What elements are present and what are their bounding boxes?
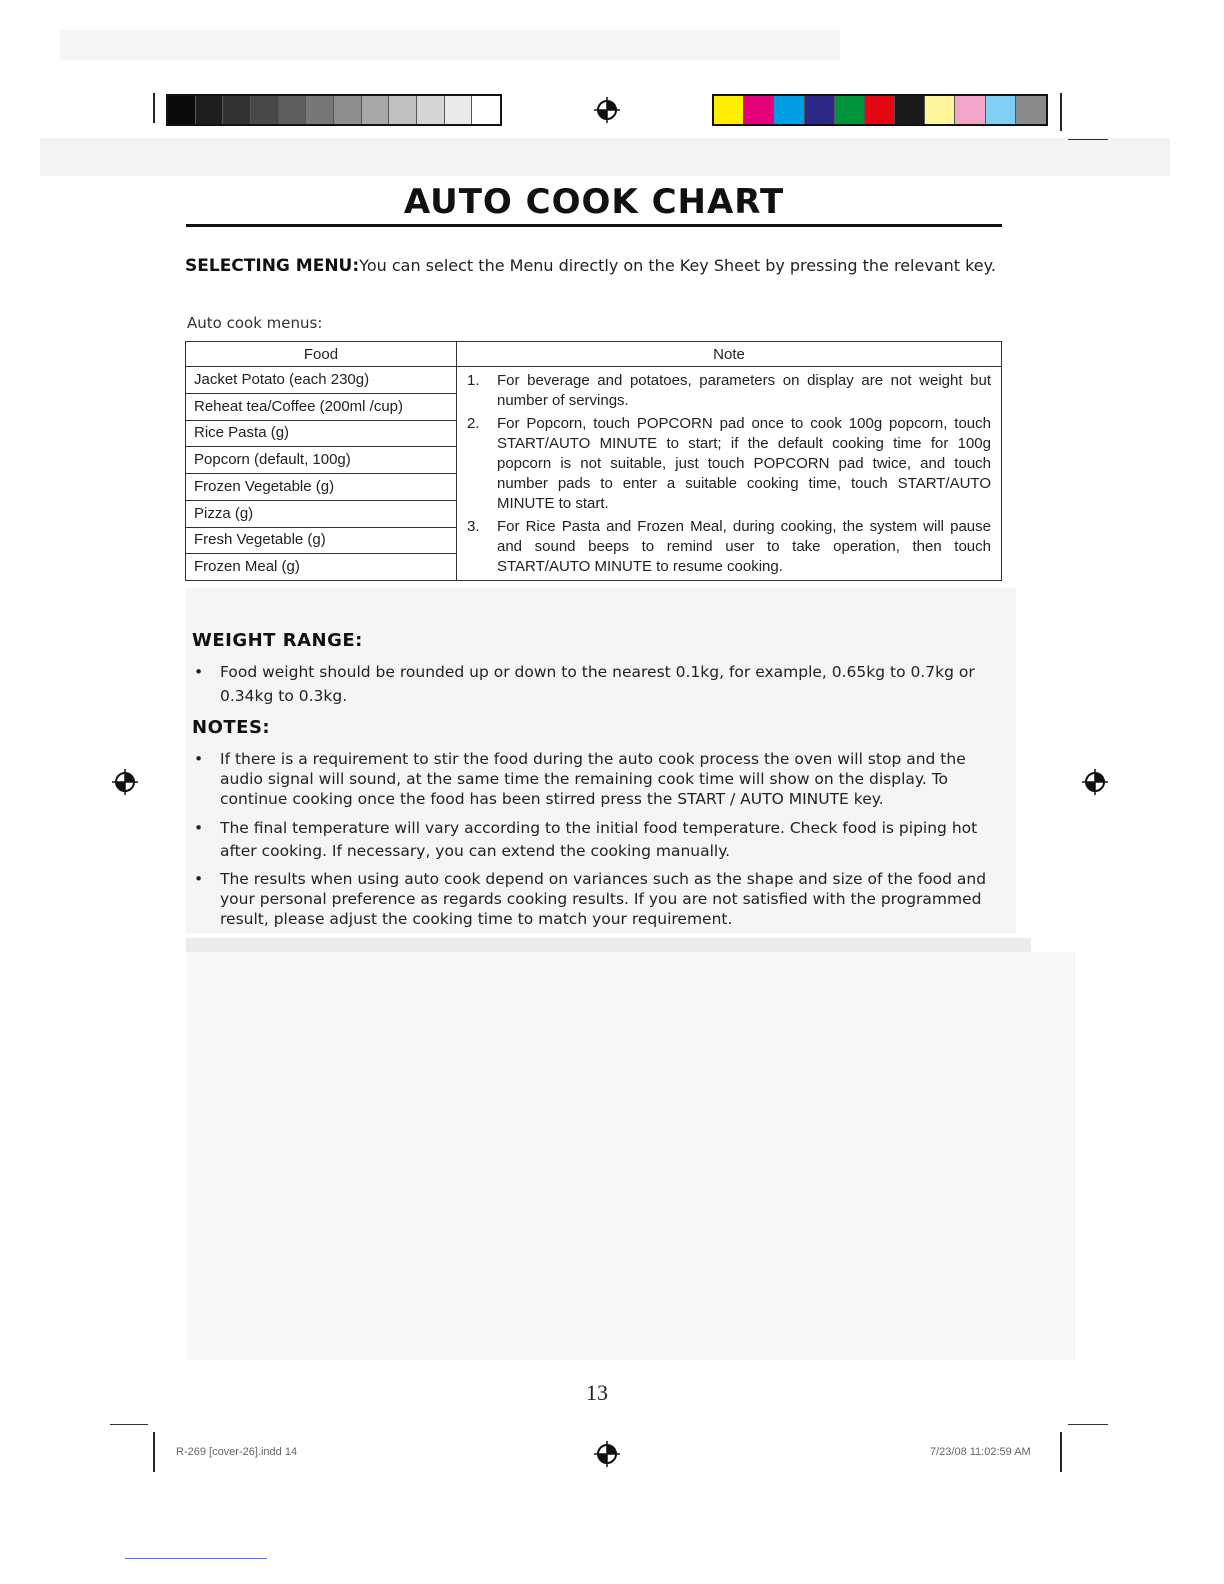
color-swatch <box>472 96 500 124</box>
page-title: AUTO COOK CHART <box>403 182 785 222</box>
color-swatch <box>805 96 835 124</box>
table-row <box>186 367 1002 394</box>
food-cell: Frozen Meal (g) <box>186 554 457 581</box>
color-swatch <box>744 96 774 124</box>
timestamp-slug: 7/23/08 11:02:59 AM <box>930 1446 1031 1458</box>
note-cell <box>457 367 1002 581</box>
registration-mark-icon <box>112 769 138 795</box>
food-column-header: Food <box>186 342 457 367</box>
list-item: • If there is a requirement to stir the food during the auto cook process the oven will stop and the audio signal will sound, at the same time the remaining cook time will show on the display. To continue cooking once the food has been stirred press the START / AUTO MINUTE key. <box>194 750 966 808</box>
crop-mark <box>153 93 155 123</box>
title-divider <box>186 224 1002 227</box>
weight-range-list <box>192 660 1002 708</box>
selecting-menu-paragraph <box>185 252 1005 280</box>
note-item: 2. For Popcorn, touch POPCORN pad once to cook 100g popcorn, touch START/AUTO MINUTE to start; if the default cooking time for 100g popcorn is not suitable, just touch POPCORN pad twice, and touch number pads to enter a suitable cooking time, touch START/AUTO MINUTE to start. <box>467 415 991 512</box>
color-swatch <box>986 96 1016 124</box>
crop-mark <box>1068 139 1108 140</box>
crop-mark <box>110 1424 148 1425</box>
color-swatch <box>895 96 925 124</box>
food-cell: Fresh Vegetable (g) <box>186 527 457 554</box>
color-swatch <box>925 96 955 124</box>
color-swatch <box>279 96 307 124</box>
registration-mark-icon <box>594 1441 620 1467</box>
color-swatch <box>774 96 804 124</box>
color-swatch <box>835 96 865 124</box>
color-swatch <box>865 96 895 124</box>
food-cell: Jacket Potato (each 230g) <box>186 367 457 394</box>
note-column-header: Note <box>457 342 1002 367</box>
page-number: 13 <box>586 1380 608 1405</box>
registration-mark-icon <box>1082 769 1108 795</box>
auto-cook-table <box>185 341 1002 581</box>
color-swatch <box>251 96 279 124</box>
food-cell: Frozen Vegetable (g) <box>186 474 457 501</box>
color-swatch <box>714 96 744 124</box>
color-swatch <box>362 96 390 124</box>
list-item: • Food weight should be rounded up or down to the nearest 0.1kg, for example, 0.65kg to 0.7kg or 0.34kg to 0.3kg. <box>194 663 975 705</box>
note-list <box>467 371 991 577</box>
selecting-menu-text: You can select the Menu directly on the Key Sheet by pressing the relevant key. <box>359 256 996 275</box>
notes-list <box>192 749 1002 929</box>
color-swatch-bar <box>712 94 1048 126</box>
color-swatch <box>417 96 445 124</box>
table-header-row <box>186 342 1002 367</box>
note-item: 3. For Rice Pasta and Frozen Meal, during cooking, the system will pause and sound beeps to remind user to take operation, then touch START/AUTO MINUTE to resume cooking. <box>467 518 991 575</box>
color-swatch <box>445 96 473 124</box>
food-cell: Pizza (g) <box>186 500 457 527</box>
auto-cook-menus-label: Auto cook menus: <box>187 314 323 332</box>
crop-mark <box>125 1558 267 1559</box>
notes-heading: NOTES: <box>192 717 271 738</box>
crop-mark <box>153 1432 155 1472</box>
grayscale-bar <box>166 94 502 126</box>
weight-range-heading: WEIGHT RANGE: <box>192 630 363 651</box>
food-cell: Reheat tea/Coffee (200ml /cup) <box>186 393 457 420</box>
food-cell: Rice Pasta (g) <box>186 420 457 447</box>
crop-mark <box>1060 1432 1062 1472</box>
color-swatch <box>306 96 334 124</box>
color-swatch <box>389 96 417 124</box>
note-item: 1. For beverage and potatoes, parameters on display are not weight but number of servings. <box>467 372 991 409</box>
crop-mark <box>1068 1424 1108 1425</box>
color-swatch <box>955 96 985 124</box>
registration-mark-icon <box>594 97 620 123</box>
color-swatch <box>223 96 251 124</box>
color-swatch <box>334 96 362 124</box>
file-slug: R-269 [cover-26].indd 14 <box>176 1446 298 1458</box>
selecting-menu-label: SELECTING MENU: <box>185 256 360 276</box>
food-cell: Popcorn (default, 100g) <box>186 447 457 474</box>
list-item: • The results when using auto cook depend on variances such as the shape and size of the food and your personal preference as regards cooking results. If you are not satisfied with the programmed result, please adjust the cooking time to match your requirement. <box>194 870 987 928</box>
color-swatch <box>168 96 196 124</box>
crop-mark <box>1060 93 1062 131</box>
color-swatch <box>1016 96 1046 124</box>
color-swatch <box>196 96 224 124</box>
list-item: • The final temperature will vary according to the initial food temperature. Check food is piping hot after cooking. If necessary, you can extend the cooking manually. <box>194 819 978 860</box>
